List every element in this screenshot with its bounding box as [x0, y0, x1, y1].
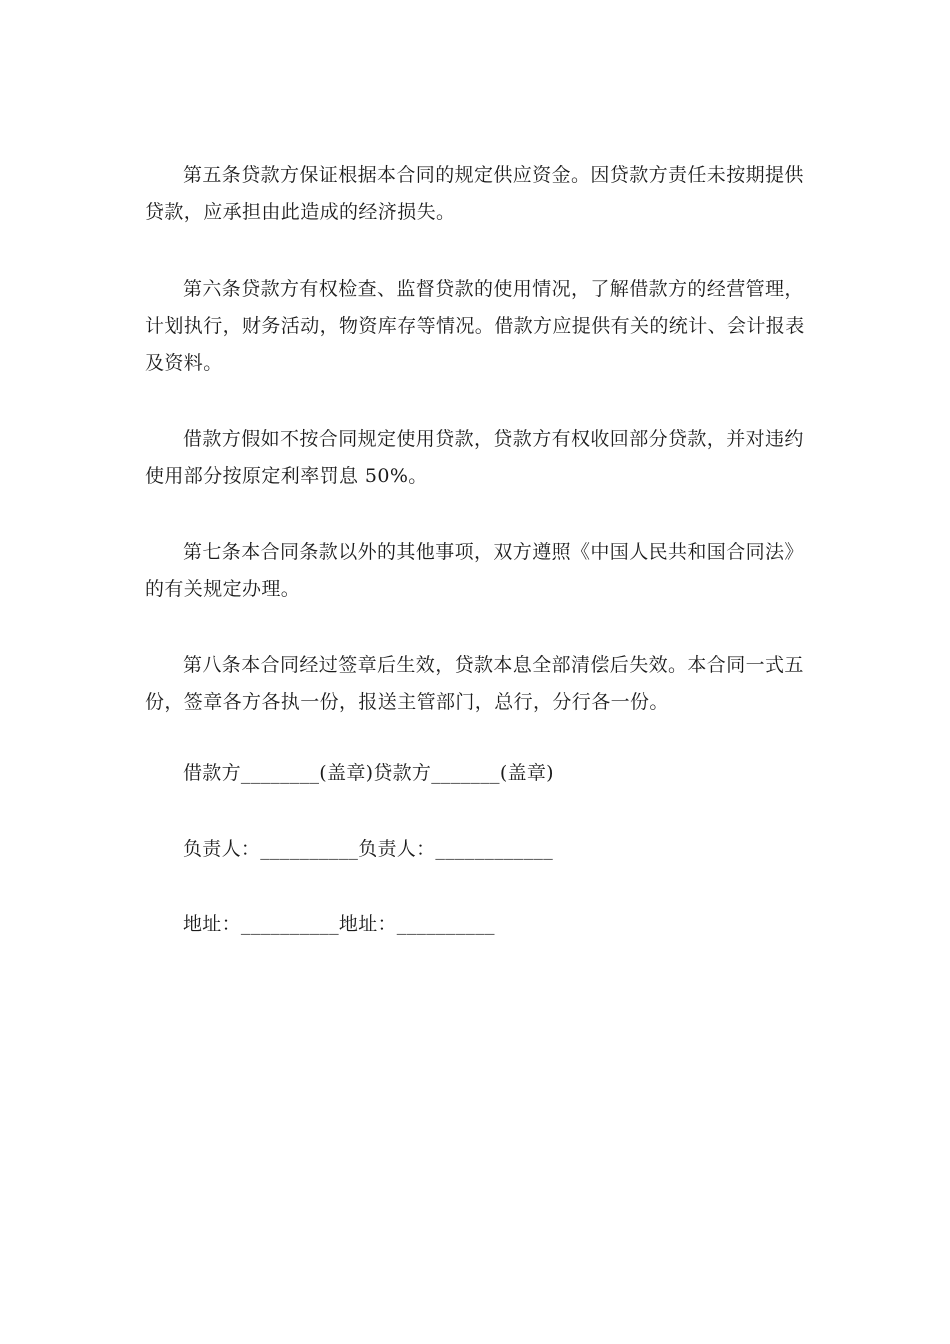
- paragraph-article-7: 第七条本合同条款以外的其他事项，双方遵照《中国人民共和国合同法》的有关规定办理。: [145, 541, 804, 600]
- paragraph-article-5: 第五条贷款方保证根据本合同的规定供应资金。因贷款方责任未按期提供贷款，应承担由此造成的经济损失。: [145, 164, 804, 223]
- paragraph-borrower-penalty: 借款方假如不按合同规定使用贷款，贷款方有权收回部分贷款，并对违约使用部分按原定利率罚息 50%。: [145, 428, 804, 487]
- signature-line-address: 地址：__________地址：__________: [183, 913, 495, 935]
- signature-line-responsible: 负责人：__________负责人：____________: [183, 838, 554, 860]
- paragraph-article-8: 第八条本合同经过签章后生效，贷款本息全部清偿后失效。本合同一式五份，签章各方各执一份，报送主管部门，总行，分行各一份。: [145, 654, 804, 713]
- signature-line-parties: 借款方________(盖章)贷款方_______(盖章): [183, 762, 554, 784]
- paragraph-article-6: 第六条贷款方有权检查、监督贷款的使用情况，了解借款方的经营管理，计划执行，财务活动，物资库存等情况。借款方应提供有关的统计、会计报表及资料。: [145, 278, 805, 374]
